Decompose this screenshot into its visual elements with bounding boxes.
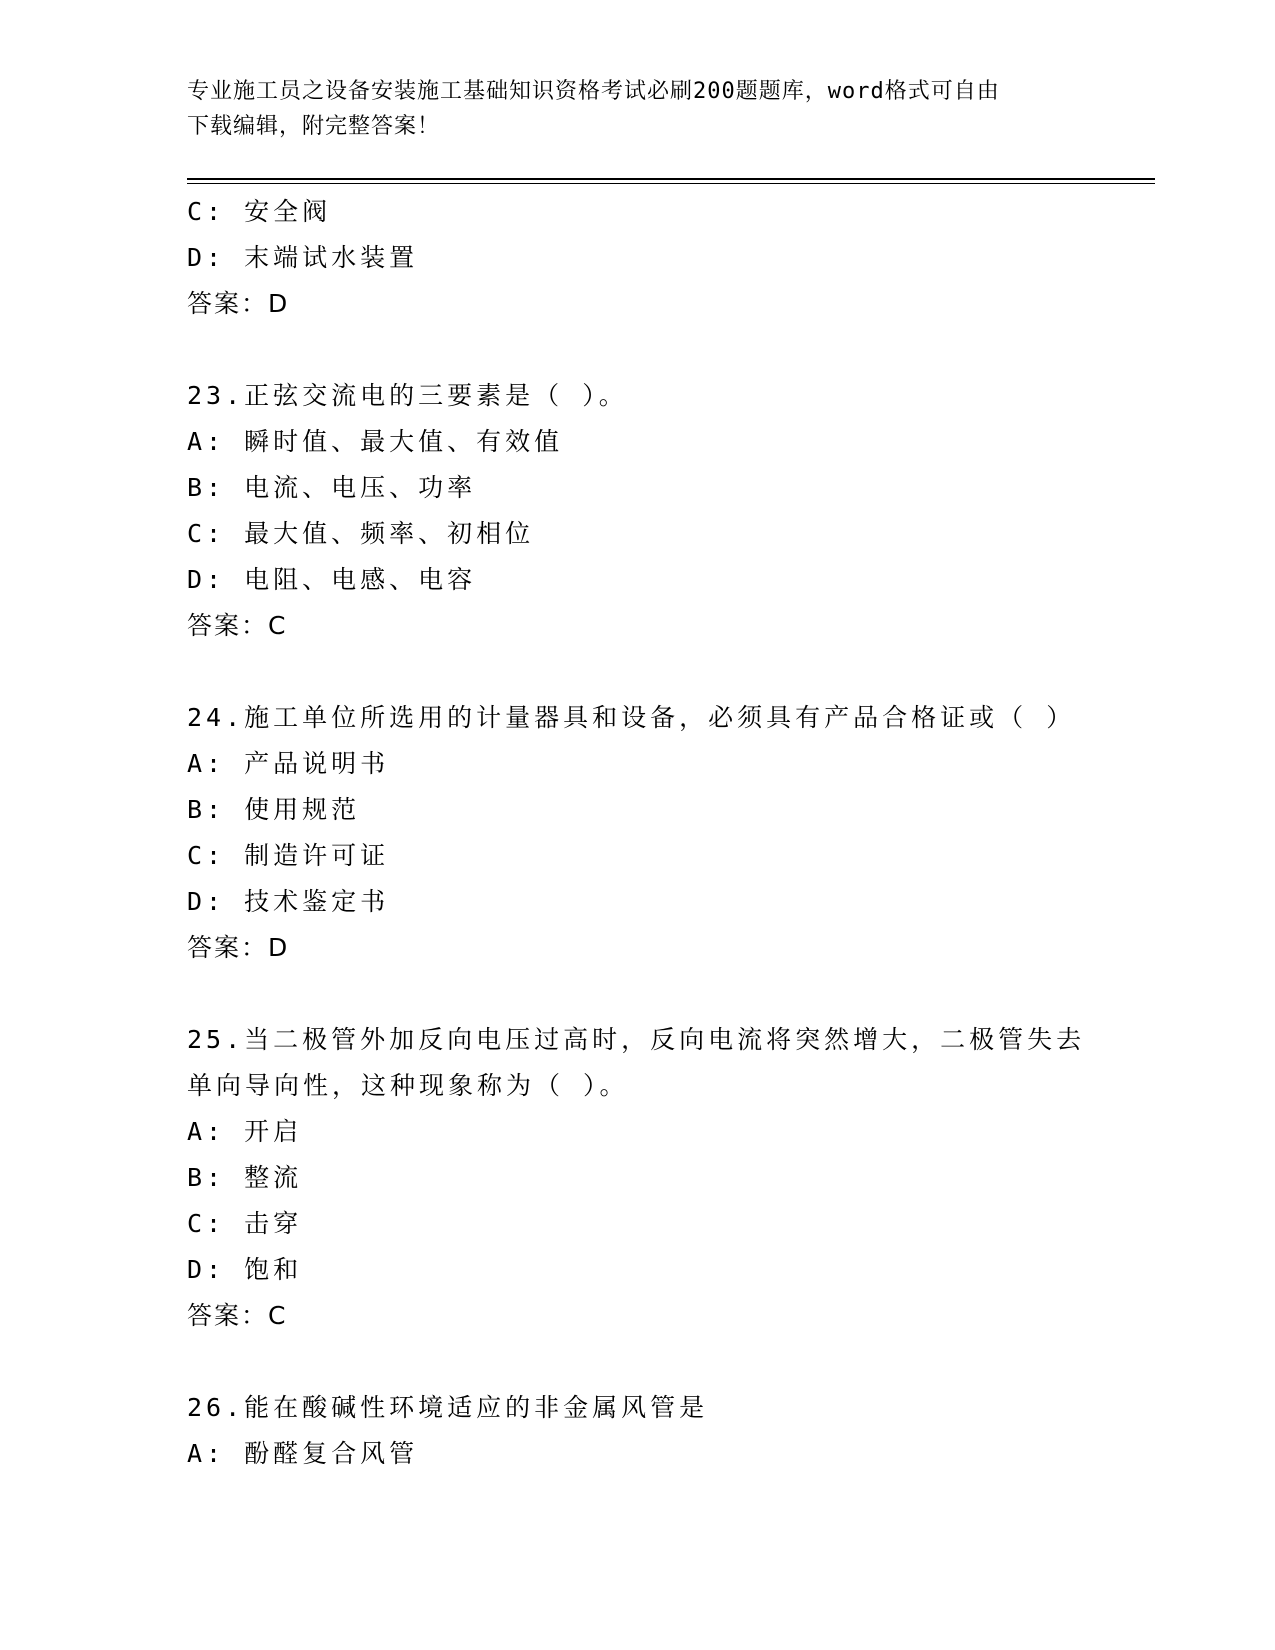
block-spacer: [187, 649, 1087, 695]
question-stem: 24.施工单位所选用的计量器具和设备，必须具有产品合格证或（ ）: [187, 703, 1076, 732]
header-divider-thin: [187, 183, 1155, 184]
block-spacer: [187, 327, 1087, 373]
answer-line: 答案：C: [187, 1301, 288, 1330]
question-stem-line-1: 25.当二极管外加反向电压过高时，反向电流将突然增大，二极管失去: [187, 1025, 1086, 1054]
header-divider-thick: [187, 178, 1155, 180]
option-b: B: 使用规范: [187, 795, 361, 824]
option-b: B: 电流、电压、功率: [187, 473, 477, 502]
option-d: D: 饱和: [187, 1255, 303, 1284]
option-d: D: 技术鉴定书: [187, 887, 390, 916]
option-c: C: 击穿: [187, 1209, 303, 1238]
option-d: D: 电阻、电感、电容: [187, 565, 477, 594]
question-content: [187, 189, 1087, 1477]
question-block-23: [187, 373, 1087, 649]
header-line-2: 下载编辑，附完整答案！: [187, 114, 441, 139]
question-block-24: [187, 695, 1087, 971]
answer-line: 答案：D: [187, 933, 290, 962]
option-b: B: 整流: [187, 1163, 303, 1192]
option-c: C: 制造许可证: [187, 841, 390, 870]
question-block-22: [187, 189, 1087, 327]
option-c: C: 最大值、频率、初相位: [187, 519, 535, 548]
block-spacer: [187, 971, 1087, 1017]
question-block-26: [187, 1385, 1087, 1477]
question-stem: 23.正弦交流电的三要素是（ ）。: [187, 381, 628, 410]
option-a: A: 瞬时值、最大值、有效值: [187, 427, 564, 456]
option-c: C: 安全阀: [187, 197, 332, 226]
question-block-25: [187, 1017, 1087, 1339]
question-stem: 26.能在酸碱性环境适应的非金属风管是: [187, 1393, 709, 1422]
option-a: A: 开启: [187, 1117, 303, 1146]
answer-line: 答案：C: [187, 611, 288, 640]
question-stem-line-2: 单向导向性，这种现象称为（ ）。: [187, 1071, 629, 1100]
option-a: A: 酚醛复合风管: [187, 1439, 419, 1468]
block-spacer: [187, 1339, 1087, 1385]
option-d: D: 末端试水装置: [187, 243, 419, 272]
answer-line: 答案：D: [187, 289, 290, 318]
option-a: A: 产品说明书: [187, 749, 390, 778]
header-line-1: 专业施工员之设备安装施工基础知识资格考试必刷200题题库，word格式可自由: [187, 79, 1000, 104]
document-header: [187, 74, 1087, 144]
